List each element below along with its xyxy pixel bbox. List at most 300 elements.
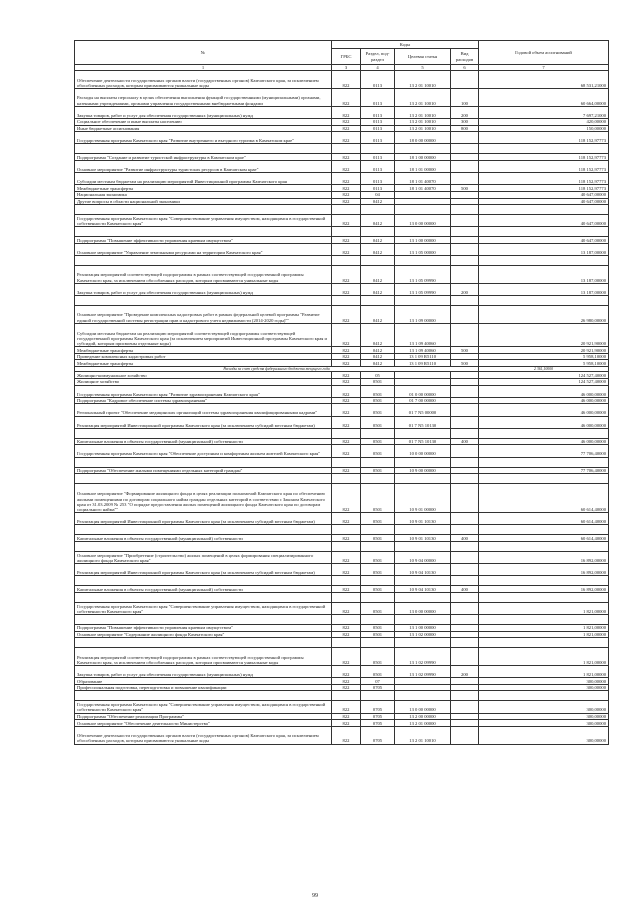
row-target: 01 7 N5 00000 (395, 404, 451, 416)
table-row (75, 726, 609, 744)
row-amount: 26 980,00000 (479, 306, 609, 324)
row-grbs: 822 (332, 625, 361, 632)
row-section: 0705 (361, 713, 395, 720)
table-row (75, 353, 609, 360)
row-grbs: 822 (332, 132, 361, 144)
header-codes: Коды (332, 41, 479, 49)
row-target: 13 1 09 R5110 (395, 353, 451, 360)
row-amount: 150,00000 (479, 125, 609, 132)
table-row (75, 185, 609, 192)
spacer-cell (451, 638, 479, 648)
row-grbs: 822 (332, 118, 361, 125)
row-vr: 200 (451, 666, 479, 678)
spacer-cell (451, 457, 479, 467)
row-section: 0113 (361, 154, 395, 161)
header-num: 6 (451, 65, 479, 71)
row-name: Реализация мероприятий Инвестиционной программы Камчатского края (за исключением субсидий местным бюджетам) (75, 513, 332, 525)
row-amount: 46 000,00000 (479, 438, 609, 445)
row-name: Реализация мероприятий Инвестиционной программы Камчатского края (за исключением субсидий местным бюджетам) (75, 416, 332, 428)
row-grbs: 822 (332, 89, 361, 107)
spacer-cell (75, 296, 332, 306)
row-target: 01 7 N5 10130 (395, 416, 451, 428)
table-row (75, 215, 609, 227)
spacer-cell (332, 615, 361, 625)
row-vr: 800 (451, 125, 479, 132)
row-section: 0412 (361, 347, 395, 354)
row-section: 0705 (361, 701, 395, 713)
spacer-cell (75, 256, 332, 266)
table-row (75, 713, 609, 720)
row-grbs: 822 (332, 185, 361, 192)
row-target (395, 379, 451, 386)
row-section: 0501 (361, 602, 395, 614)
row-section: 0705 (361, 720, 395, 727)
table-row (75, 323, 609, 346)
row-vr (451, 467, 479, 474)
header-num: 3 (332, 65, 361, 71)
row-grbs: 822 (332, 243, 361, 255)
row-amount: 68 531,21000 (479, 71, 609, 89)
row-name: Реализация мероприятий соответствующей подпрограммы в рамках соответствующей государственной программы Камчатского края, за исключением обособленных расходов, которым присваиваются уникальные коды (75, 266, 332, 284)
row-vr: 500 (451, 360, 479, 367)
spacer-cell (75, 541, 332, 551)
table-spacer-row (75, 638, 609, 648)
row-vr (451, 198, 479, 205)
row-vr (451, 71, 479, 89)
row-vr (451, 404, 479, 416)
table-row (75, 551, 609, 563)
table-row (75, 347, 609, 354)
row-grbs: 822 (332, 198, 361, 205)
row-target: 10 9 01 00000 (395, 484, 451, 513)
row-vr (451, 564, 479, 576)
row-target: 18 1 01 40070 (395, 185, 451, 192)
table-row (75, 118, 609, 125)
header-num: 4 (361, 65, 395, 71)
row-target: 10 9 04 10130 (395, 586, 451, 593)
table-spacer-row (75, 144, 609, 154)
header-num: 5 (395, 65, 451, 71)
row-target: 13 2 01 10010 (395, 89, 451, 107)
row-amount: 46 000,00000 (479, 385, 609, 397)
row-section: 07 (361, 678, 395, 685)
row-section: 0501 (361, 513, 395, 525)
row-grbs: 822 (332, 666, 361, 678)
row-grbs: 822 (332, 678, 361, 685)
row-amount: 40 647,00000 (479, 215, 609, 227)
row-grbs: 822 (332, 416, 361, 428)
row-grbs: 822 (332, 106, 361, 118)
row-name: Основное мероприятие "Управление земельными ресурсами на территории Камчатского края" (75, 243, 332, 255)
header-vr: Вид расходов (451, 49, 479, 65)
row-target: 13 0 00 00000 (395, 701, 451, 713)
row-target: 13 1 05 09990 (395, 283, 451, 295)
row-vr (451, 720, 479, 727)
row-name: Социальное обеспечение и иные выплаты населению (75, 118, 332, 125)
row-vr (451, 445, 479, 457)
row-amount: 118 152,97773 (479, 132, 609, 144)
row-target: 10 9 04 00000 (395, 551, 451, 563)
table-row (75, 404, 609, 416)
row-amount: 300,00000 (479, 720, 609, 727)
row-grbs: 822 (332, 283, 361, 295)
row-grbs: 822 (332, 701, 361, 713)
spacer-cell (395, 227, 451, 237)
row-amount: 300,00000 (479, 713, 609, 720)
row-target: 13 1 09 40060 (395, 347, 451, 354)
spacer-cell (479, 615, 609, 625)
row-amount: 60 664,00000 (479, 89, 609, 107)
spacer-cell (75, 144, 332, 154)
table-row (75, 379, 609, 386)
row-amount: 40 647,00000 (479, 198, 609, 205)
spacer-cell (451, 205, 479, 215)
row-name: Подпрограмма "Кадровое обеспечение системы здравоохранения" (75, 397, 332, 404)
row-section: 0113 (361, 173, 395, 185)
row-vr: 400 (451, 586, 479, 593)
row-target: 18 0 00 00000 (395, 132, 451, 144)
row-grbs: 822 (332, 404, 361, 416)
spacer-cell (395, 691, 451, 701)
row-target: 13 1 00 00000 (395, 625, 451, 632)
spacer-cell (361, 541, 395, 551)
row-section: 0501 (361, 666, 395, 678)
spacer-cell (75, 638, 332, 648)
spacer-cell (451, 296, 479, 306)
row-section: 0412 (361, 306, 395, 324)
table-row (75, 720, 609, 727)
row-target: 13 0 00 00000 (395, 602, 451, 614)
row-grbs: 822 (332, 379, 361, 386)
row-target: 13 1 02 00000 (395, 631, 451, 638)
table-row (75, 385, 609, 397)
row-amount: 5 958,10000 (479, 353, 609, 360)
spacer-cell (75, 592, 332, 602)
row-vr (451, 513, 479, 525)
row-grbs: 822 (332, 648, 361, 666)
row-name: Профессиональная подготовка, переподготовка и повышение квалификации (75, 684, 332, 691)
row-section: 0501 (361, 397, 395, 404)
row-section: 0113 (361, 89, 395, 107)
row-target: 13 1 05 09990 (395, 266, 451, 284)
row-amount: 118 152,97773 (479, 185, 609, 192)
row-vr (451, 191, 479, 198)
spacer-cell (75, 227, 332, 237)
row-target: 13 1 05 00000 (395, 243, 451, 255)
table-row (75, 397, 609, 404)
spacer-cell (479, 296, 609, 306)
row-section: 0113 (361, 118, 395, 125)
row-vr (451, 385, 479, 397)
row-target: 18 1 00 00000 (395, 154, 451, 161)
table-spacer-row (75, 227, 609, 237)
row-section: 0412 (361, 323, 395, 346)
row-target: 13 1 02 09990 (395, 666, 451, 678)
row-name: Реализация мероприятий Инвестиционной программы Камчатского края (за исключением субсидий местным бюджетам) (75, 564, 332, 576)
row-name: Основное мероприятие "Проведение комплексных кадастровых работ в рамках федеральной целевой программы "Развитие единой государственной системы регистрации прав и кадастрового учета недвижимости (2014-2020 годы)"" (75, 306, 332, 324)
row-amount: 16 892,00000 (479, 551, 609, 563)
row-vr (451, 713, 479, 720)
spacer-cell (332, 144, 361, 154)
row-vr (451, 551, 479, 563)
row-vr: 300 (451, 118, 479, 125)
table-row (75, 445, 609, 457)
row-grbs: 822 (332, 125, 361, 132)
row-vr (451, 323, 479, 346)
row-vr (451, 684, 479, 691)
row-grbs: 822 (332, 720, 361, 727)
spacer-cell (479, 227, 609, 237)
row-grbs: 822 (332, 160, 361, 172)
spacer-cell (332, 541, 361, 551)
row-grbs: 822 (332, 551, 361, 563)
spacer-cell (479, 256, 609, 266)
row-vr (451, 602, 479, 614)
row-section: 0501 (361, 625, 395, 632)
spacer-cell (332, 691, 361, 701)
row-section: 0501 (361, 445, 395, 457)
spacer-cell (332, 474, 361, 484)
row-grbs: 822 (332, 684, 361, 691)
row-target (395, 372, 451, 379)
table-body (75, 71, 609, 744)
row-amount: 5 958,10000 (479, 360, 609, 367)
table-row (75, 106, 609, 118)
note-amount: 2 361,10000 (479, 367, 609, 372)
row-section: 0705 (361, 684, 395, 691)
row-target (395, 191, 451, 198)
table-spacer-row (75, 457, 609, 467)
spacer-cell (361, 615, 395, 625)
row-amount: 16 892,00000 (479, 586, 609, 593)
spacer-cell (395, 615, 451, 625)
header-grbs: ГРБС (332, 49, 361, 65)
table-row (75, 125, 609, 132)
row-target: 13 1 09 00000 (395, 306, 451, 324)
row-vr (451, 353, 479, 360)
spacer-cell (479, 638, 609, 648)
row-target: 10 9 00 00000 (395, 467, 451, 474)
spacer-cell (479, 474, 609, 484)
table-spacer-row (75, 592, 609, 602)
row-section: 0501 (361, 379, 395, 386)
row-grbs: 822 (332, 360, 361, 367)
spacer-cell (361, 144, 395, 154)
row-name: Обеспечение деятельности государственных органов власти (государственных органов) Камчатского края, за исключением обособленных расходов, которым присваиваются уникальные коды (75, 726, 332, 744)
spacer-cell (451, 144, 479, 154)
row-amount: 1 821,00000 (479, 631, 609, 638)
spacer-cell (479, 525, 609, 535)
row-amount: 60 614,40000 (479, 484, 609, 513)
row-target (395, 684, 451, 691)
row-target: 13 2 01 10010 (395, 106, 451, 118)
spacer-cell (75, 205, 332, 215)
spacer-cell (395, 205, 451, 215)
row-grbs: 822 (332, 266, 361, 284)
table-spacer-row (75, 541, 609, 551)
row-amount: 7 697,21000 (479, 106, 609, 118)
row-grbs: 822 (332, 438, 361, 445)
table-row (75, 513, 609, 525)
row-vr (451, 173, 479, 185)
row-section: 0501 (361, 535, 395, 542)
row-name: Жилищно-коммунальное хозяйство (75, 372, 332, 379)
table-row (75, 484, 609, 513)
table-row (75, 372, 609, 379)
row-section: 0412 (361, 353, 395, 360)
row-grbs: 822 (332, 513, 361, 525)
table-header (75, 41, 609, 71)
table-row (75, 173, 609, 185)
row-section: 0412 (361, 266, 395, 284)
row-name: Расходы на выплаты персоналу в целях обеспечения выполнения функций государственными (муниципальными) органами, казенными учреждениями, органами управления государственными внебюджетными фондами (75, 89, 332, 107)
spacer-cell (395, 474, 451, 484)
row-target: 13 2 01 10010 (395, 125, 451, 132)
row-target: 10 0 00 00000 (395, 445, 451, 457)
table-spacer-row (75, 576, 609, 586)
row-grbs: 822 (332, 154, 361, 161)
row-amount: 420,00000 (479, 118, 609, 125)
row-name: Закупка товаров, работ и услуг для обеспечения государственных (муниципальных) нужд (75, 283, 332, 295)
header-num: 1 (75, 65, 332, 71)
row-grbs: 822 (332, 347, 361, 354)
row-name: Государственная программа Камчатского края "Совершенствование управления имуществом, находящимся в государственной собственности Камчатского края" (75, 215, 332, 227)
row-target: 13 2 01 10010 (395, 71, 451, 89)
row-vr (451, 416, 479, 428)
table-spacer-row (75, 615, 609, 625)
row-name: Государственная программа Камчатского края "Обеспечение доступным и комфортным жильем жителей Камчатского края" (75, 445, 332, 457)
spacer-cell (332, 592, 361, 602)
spacer-cell (479, 457, 609, 467)
row-grbs: 822 (332, 237, 361, 244)
table-row (75, 266, 609, 284)
table-spacer-row (75, 256, 609, 266)
row-name: Основное мероприятие "Обеспечение деятельности Министерства" (75, 720, 332, 727)
row-vr (451, 266, 479, 284)
note-text: Расходы за счет средств федерального бюджета текущего года (75, 367, 479, 372)
spacer-cell (395, 525, 451, 535)
spacer-cell (332, 205, 361, 215)
spacer-cell (361, 592, 395, 602)
spacer-cell (332, 576, 361, 586)
row-name: Реализация мероприятий соответствующей подпрограммы в рамках соответствующей государственной программы Камчатского края, за исключением обособленных расходов, которым присваиваются уникальные коды (75, 648, 332, 666)
spacer-cell (451, 227, 479, 237)
row-grbs: 822 (332, 726, 361, 744)
row-grbs: 822 (332, 353, 361, 360)
row-grbs: 822 (332, 535, 361, 542)
row-amount: 1 821,00000 (479, 625, 609, 632)
spacer-cell (395, 638, 451, 648)
budget-table (74, 40, 609, 745)
spacer-cell (479, 691, 609, 701)
spacer-cell (75, 615, 332, 625)
row-target: 18 1 01 00000 (395, 160, 451, 172)
table-row (75, 160, 609, 172)
spacer-cell (479, 592, 609, 602)
row-name: Иные бюджетные ассигнования (75, 125, 332, 132)
row-section: 0113 (361, 125, 395, 132)
row-amount: 20 921,90000 (479, 323, 609, 346)
spacer-cell (361, 525, 395, 535)
row-section: 0501 (361, 564, 395, 576)
table-row (75, 564, 609, 576)
row-grbs: 822 (332, 385, 361, 397)
row-grbs: 822 (332, 306, 361, 324)
row-name: Основное мероприятие "Формирование жилищного фонда в целях реализации полномочий Камчатского края по обеспечению жилыми помещениями по договорам социального найма граждан отдельных категорий в соответствии с Законом Камчатского края от 31.03.2009 № 253 "О порядке предоставления жилых помещений жилищного фонда Камчатского края по договорам социального найма"" (75, 484, 332, 513)
row-section: 0412 (361, 237, 395, 244)
row-name: Межбюджетные трансферты (75, 347, 332, 354)
row-name: Закупка товаров, работ и услуг для обеспечения государственных (муниципальных) нужд (75, 106, 332, 118)
spacer-cell (395, 576, 451, 586)
spacer-cell (75, 428, 332, 438)
row-target: 13 2 01 10010 (395, 726, 451, 744)
table-row (75, 648, 609, 666)
spacer-cell (395, 541, 451, 551)
row-section: 0113 (361, 185, 395, 192)
table-row (75, 666, 609, 678)
row-section: 0501 (361, 586, 395, 593)
row-amount: 118 152,97773 (479, 154, 609, 161)
row-amount: 300,00000 (479, 701, 609, 713)
table-row (75, 467, 609, 474)
row-target: 18 1 01 40070 (395, 173, 451, 185)
row-section: 05 (361, 372, 395, 379)
spacer-cell (451, 474, 479, 484)
row-name: Закупка товаров, работ и услуг для обеспечения государственных (муниципальных) нужд (75, 666, 332, 678)
spacer-cell (332, 525, 361, 535)
row-vr (451, 648, 479, 666)
spacer-cell (395, 592, 451, 602)
table-row (75, 237, 609, 244)
row-amount: 118 152,97773 (479, 160, 609, 172)
row-name: Проведение комплексных кадастровых работ (75, 353, 332, 360)
row-name: Государственная программа Камчатского края "Совершенствование управления имуществом, находящимся в государственной собственности Камчатского края" (75, 602, 332, 614)
spacer-cell (361, 205, 395, 215)
row-target: 10 9 01 10130 (395, 513, 451, 525)
row-section: 0412 (361, 243, 395, 255)
row-section: 0501 (361, 551, 395, 563)
row-name: Субсидии местным бюджетам на реализацию мероприятий соответствующей подпрограммы соответствующей государственной программы Камчатского края (за исключением мероприятий Инвестиционной программы Камчатского края и субсидий, которым присвоены отдельные коды) (75, 323, 332, 346)
row-vr (451, 372, 479, 379)
row-vr (451, 160, 479, 172)
row-target: 13 1 09 40060 (395, 323, 451, 346)
row-amount: 1 821,00000 (479, 666, 609, 678)
row-section: 0705 (361, 726, 395, 744)
table-row (75, 360, 609, 367)
spacer-cell (332, 638, 361, 648)
table-spacer-row (75, 296, 609, 306)
row-section: 0501 (361, 416, 395, 428)
row-name: Государственная программа Камчатского края "Развитие здравоохранения Камчатского края" (75, 385, 332, 397)
table-row (75, 678, 609, 685)
row-name: Капитальные вложения в объекты государственной (муниципальной) собственности (75, 586, 332, 593)
table-row (75, 89, 609, 107)
row-target: 13 2 01 10010 (395, 118, 451, 125)
spacer-cell (479, 205, 609, 215)
row-target: 13 1 02 09990 (395, 648, 451, 666)
row-section: 0501 (361, 467, 395, 474)
spacer-cell (332, 457, 361, 467)
row-name: Подпрограмма "Повышение эффективности управления краевым имуществом" (75, 237, 332, 244)
table-row (75, 684, 609, 691)
spacer-cell (395, 296, 451, 306)
table-row (75, 71, 609, 89)
row-target: 10 9 04 10130 (395, 564, 451, 576)
row-amount: 13 187,00000 (479, 243, 609, 255)
row-amount: 300,00000 (479, 726, 609, 744)
row-target (395, 678, 451, 685)
spacer-cell (451, 576, 479, 586)
